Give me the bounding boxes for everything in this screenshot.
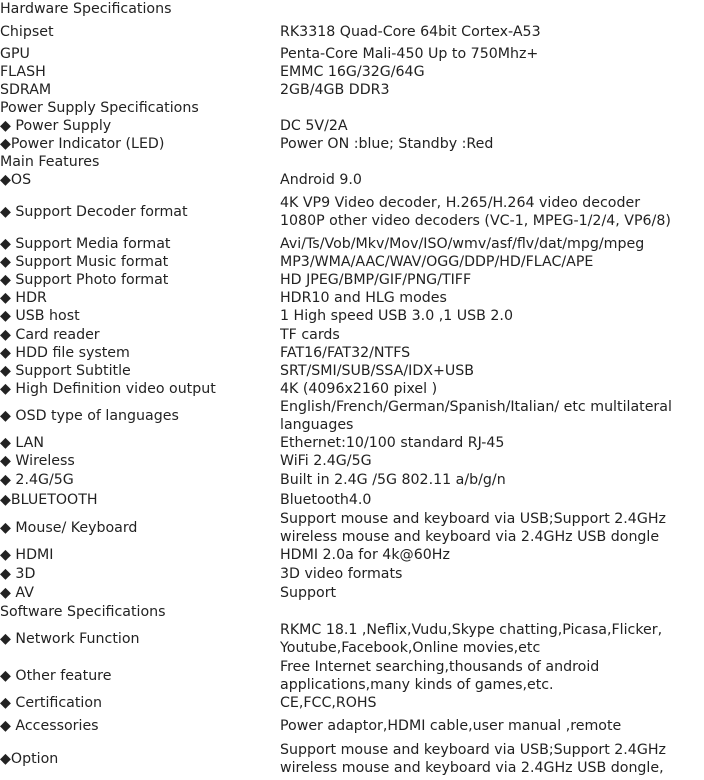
spec-value-line: EMMC 16G/32G/64G	[280, 64, 425, 80]
spec-value-line: Penta-Core Mali-450 Up to 750Mhz+	[280, 46, 539, 62]
spec-label: ◆ Support Media format	[0, 236, 171, 252]
spec-value-line: Built in 2.4G /5G 802.11 a/b/g/n	[280, 472, 506, 488]
spec-label: FLASH	[0, 64, 46, 80]
spec-value-line: wireless mouse and keyboard via 2.4GHz USB dongle	[280, 529, 660, 545]
spec-label: ◆ USB host	[0, 308, 80, 324]
spec-label: GPU	[0, 46, 30, 62]
spec-value-line: applications,many kinds of games,etc.	[280, 677, 554, 693]
spec-label: ◆ Support Subtitle	[0, 363, 131, 379]
spec-value	[280, 344, 700, 362]
spec-label: ◆BLUETOOTH	[0, 492, 98, 508]
spec-value	[280, 491, 700, 509]
spec-value	[280, 235, 700, 253]
spec-value-line: 2GB/4GB DDR3	[280, 82, 390, 98]
spec-label: SDRAM	[0, 82, 52, 98]
spec-value-line: MP3/WMA/AAC/WAV/OGG/DDP/HD/FLAC/APE	[280, 254, 594, 270]
spec-value	[280, 326, 700, 344]
spec-value-line: 3D video formats	[280, 566, 403, 582]
spec-value	[280, 452, 700, 470]
spec-value	[280, 253, 700, 271]
spec-value	[280, 307, 700, 325]
spec-value-line: 4K (4096x2160 pixel )	[280, 381, 438, 397]
spec-value	[280, 565, 700, 583]
spec-value-line: wireless mouse and keyboard via 2.4GHz USB dongle,	[280, 760, 664, 776]
spec-value-line: Power ON :blue; Standby :Red	[280, 136, 494, 152]
spec-label: ◆ Accessories	[0, 718, 99, 734]
spec-value-line: CE,FCC,ROHS	[280, 695, 377, 711]
section-title: Software Specifications	[0, 604, 166, 620]
spec-label: ◆OS	[0, 172, 32, 188]
spec-value	[280, 23, 700, 41]
spec-value	[280, 271, 700, 289]
spec-value-line: English/French/German/Spanish/Italian/ etc multilateral	[280, 399, 672, 415]
spec-label: ◆ Network Function	[0, 631, 140, 647]
spec-value-line: 1 High speed USB 3.0 ,1 USB 2.0	[280, 308, 513, 324]
spec-value	[280, 546, 700, 564]
spec-value	[280, 584, 700, 602]
spec-value	[280, 434, 700, 452]
spec-value-line: 4K VP9 Video decoder, H.265/H.264 video decoder	[280, 195, 641, 211]
spec-label: ◆ Certification	[0, 695, 103, 711]
spec-value	[280, 471, 700, 489]
spec-label: Chipset	[0, 24, 54, 40]
spec-value	[280, 658, 700, 694]
spec-value	[280, 135, 700, 153]
spec-value	[280, 621, 700, 657]
spec-value	[280, 380, 700, 398]
spec-value-line: HDR10 and HLG modes	[280, 290, 447, 306]
spec-label: ◆ High Definition video output	[0, 381, 216, 397]
spec-label: ◆ Support Photo format	[0, 272, 169, 288]
spec-value-line: Support mouse and keyboard via USB;Support 2.4GHz	[280, 742, 666, 758]
spec-label: ◆ Other feature	[0, 668, 112, 684]
spec-value-line: TF cards	[280, 327, 340, 343]
spec-label: ◆ HDMI	[0, 547, 54, 563]
spec-label: ◆ OSD type of languages	[0, 408, 179, 424]
section-title: Power Supply Specifications	[0, 100, 199, 116]
spec-value-line: SRT/SMI/SUB/SSA/IDX+USB	[280, 363, 474, 379]
spec-value-line: Android 9.0	[280, 172, 362, 188]
spec-label: ◆Option	[0, 751, 59, 767]
spec-value-line: Youtube,Facebook,Online movies,etc	[280, 640, 541, 656]
spec-value	[280, 171, 700, 189]
spec-value-line: HDMI 2.0a for 4k@60Hz	[280, 547, 450, 563]
spec-value-line: FAT16/FAT32/NTFS	[280, 345, 411, 361]
spec-label: ◆ Support Decoder format	[0, 204, 188, 220]
spec-value	[280, 362, 700, 380]
spec-value	[280, 510, 700, 546]
spec-label: ◆ LAN	[0, 435, 44, 451]
spec-label: ◆ Mouse/ Keyboard	[0, 520, 138, 536]
section-title: Main Features	[0, 154, 100, 170]
spec-value-line: HD JPEG/BMP/GIF/PNG/TIFF	[280, 272, 472, 288]
section-title: Hardware Specifications	[0, 1, 172, 17]
spec-value	[280, 63, 700, 81]
spec-label: ◆ Wireless	[0, 453, 75, 469]
spec-label: ◆ 3D	[0, 566, 36, 582]
spec-label: ◆Power Indicator (LED)	[0, 136, 165, 152]
spec-value	[280, 45, 700, 63]
spec-value-line: Ethernet:10/100 standard RJ-45	[280, 435, 505, 451]
spec-value-line: DC 5V/2A	[280, 118, 348, 134]
spec-label: ◆ Power Supply	[0, 118, 112, 134]
spec-value-line: Power adaptor,HDMI cable,user manual ,remote	[280, 718, 622, 734]
spec-value-line: RKMC 18.1 ,Neflix,Vudu,Skype chatting,Picasa,Flicker,	[280, 622, 663, 638]
spec-value-line: Support mouse and keyboard via USB;Support 2.4GHz	[280, 511, 666, 527]
spec-value	[280, 694, 700, 712]
spec-value-line: languages	[280, 417, 354, 433]
spec-value-line: Bluetooth4.0	[280, 492, 372, 508]
spec-label: ◆ 2.4G/5G	[0, 472, 74, 488]
spec-value-line: Avi/Ts/Vob/Mkv/Mov/ISO/wmv/asf/flv/dat/mpg/mpeg	[280, 236, 645, 252]
spec-value	[280, 741, 700, 777]
spec-value-line: WiFi 2.4G/5G	[280, 453, 372, 469]
spec-value	[280, 194, 700, 230]
spec-label: ◆ Support Music format	[0, 254, 169, 270]
spec-value	[280, 289, 700, 307]
spec-value-line: RK3318 Quad-Core 64bit Cortex-A53	[280, 24, 541, 40]
spec-value-line: Support	[280, 585, 337, 601]
spec-label: ◆ Card reader	[0, 327, 100, 343]
spec-label: ◆ HDD file system	[0, 345, 130, 361]
spec-label: ◆ HDR	[0, 290, 47, 306]
spec-value	[280, 398, 700, 434]
spec-value	[280, 717, 700, 735]
spec-value	[280, 117, 700, 135]
spec-value	[280, 81, 700, 99]
spec-value-line: Free Internet searching,thousands of android	[280, 659, 600, 675]
spec-label: ◆ AV	[0, 585, 34, 601]
spec-value-line: 1080P other video decoders (VC-1, MPEG-1/2/4, VP6/8)	[280, 213, 671, 229]
